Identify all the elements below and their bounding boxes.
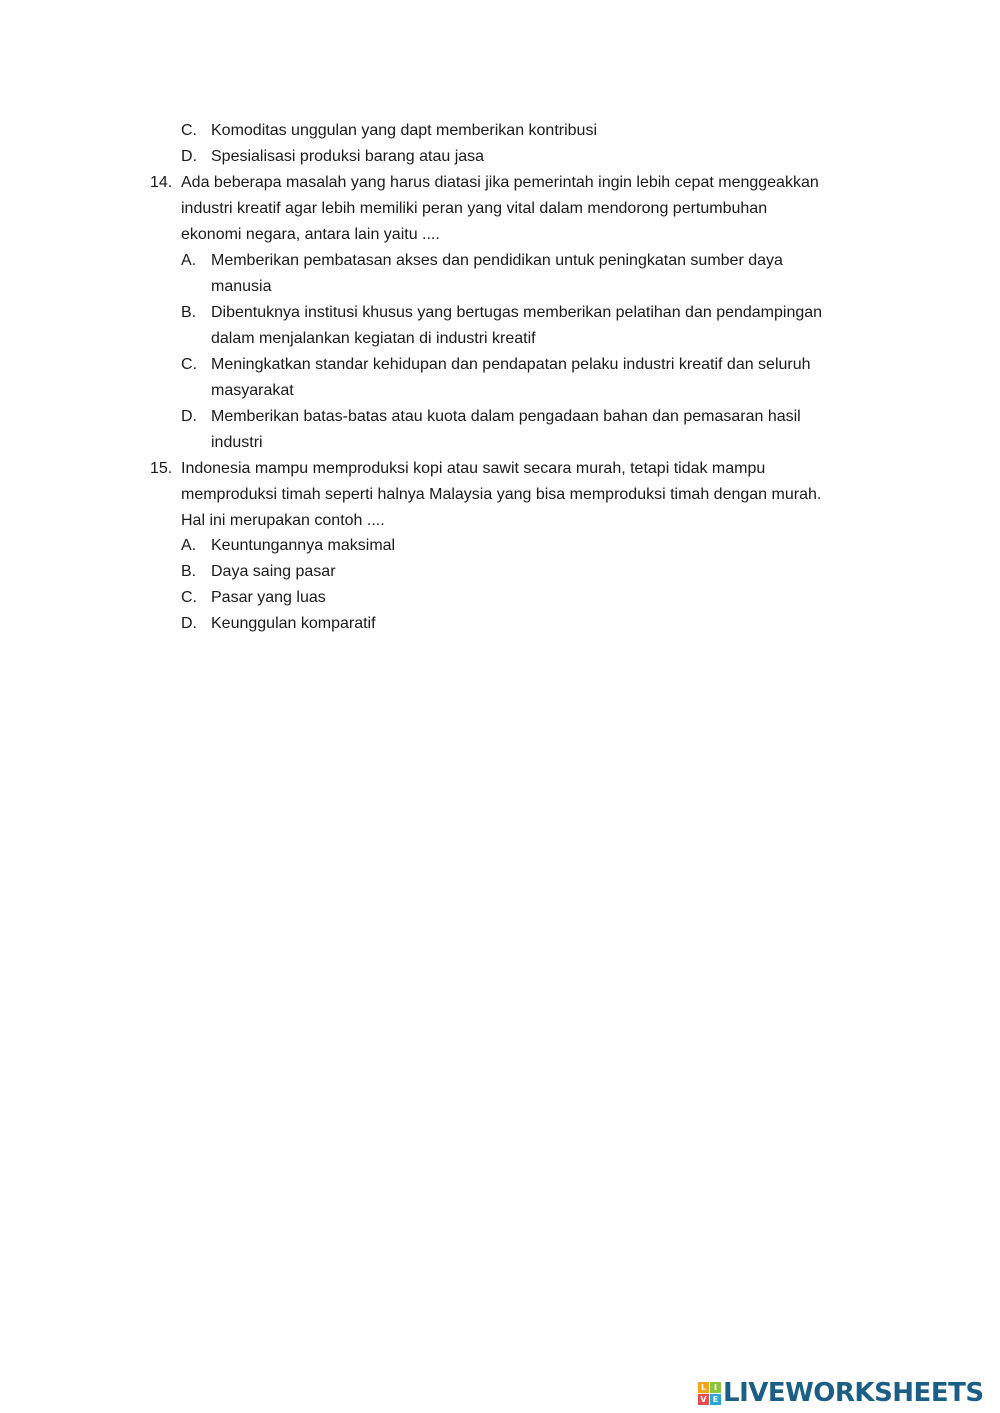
option-text: Pasar yang luas — [211, 589, 326, 606]
question-text: Ada beberapa masalah yang harus diatasi jika pemerintah ingin lebih cepat menggeakkan — [181, 174, 819, 191]
option-text: Keunggulan komparatif — [211, 615, 376, 632]
question-text: Indonesia mampu memproduksi kopi atau sawit secara murah, tetapi tidak mampu — [181, 460, 766, 477]
option-text: Dibentuknya institusi khusus yang bertugas memberikan pelatihan dan pendampingan — [211, 304, 823, 321]
logo-tile: V — [698, 1394, 709, 1405]
question-text: ekonomi negara, antara lain yaitu .... — [181, 226, 440, 243]
option-text: Keuntungannya maksimal — [211, 537, 396, 554]
option-letter: C. — [181, 356, 197, 373]
option-text: Memberikan pembatasan akses dan pendidikan untuk peningkatan sumber daya — [211, 252, 783, 269]
option-letter: A. — [181, 252, 197, 269]
logo-tile: L — [698, 1382, 709, 1393]
option-letter: D. — [181, 148, 197, 165]
option-letter: D. — [181, 615, 197, 632]
option-letter: B. — [181, 563, 197, 580]
option-text: Daya saing pasar — [211, 563, 336, 580]
question-number: 14. — [150, 174, 173, 191]
option-text: Komoditas unggulan yang dapt memberikan kontribusi — [211, 122, 598, 139]
option-letter: C. — [181, 589, 197, 606]
question-number: 15. — [150, 460, 173, 477]
option-letter: D. — [181, 408, 197, 425]
option-letter: C. — [181, 122, 197, 139]
logo-tile: E — [710, 1394, 721, 1405]
question-text: industri kreatif agar lebih memiliki peran yang vital dalam mendorong pertumbuhan — [181, 200, 768, 217]
question-text: Hal ini merupakan contoh .... — [181, 512, 385, 529]
option-text: industri — [211, 434, 263, 451]
option-text: masyarakat — [211, 382, 294, 399]
brand-wordmark: LIVEWORKSHEETS — [723, 1378, 984, 1408]
question-text: memproduksi timah seperti halnya Malaysia yang bisa memproduksi timah dengan murah. — [181, 486, 822, 503]
option-letter: A. — [181, 537, 197, 554]
option-text: Meningkatkan standar kehidupan dan pendapatan pelaku industri kreatif dan seluruh — [211, 356, 811, 373]
logo-grid-icon — [698, 1382, 721, 1405]
option-text: dalam menjalankan kegiatan di industri kreatif — [211, 330, 536, 347]
logo-tile: I — [710, 1382, 721, 1393]
option-text: manusia — [211, 278, 272, 295]
liveworksheets-logo — [698, 1376, 984, 1410]
option-text: Memberikan batas-batas atau kuota dalam pengadaan bahan dan pemasaran hasil — [211, 408, 801, 425]
option-text: Spesialisasi produksi barang atau jasa — [211, 148, 485, 165]
option-letter: B. — [181, 304, 197, 321]
